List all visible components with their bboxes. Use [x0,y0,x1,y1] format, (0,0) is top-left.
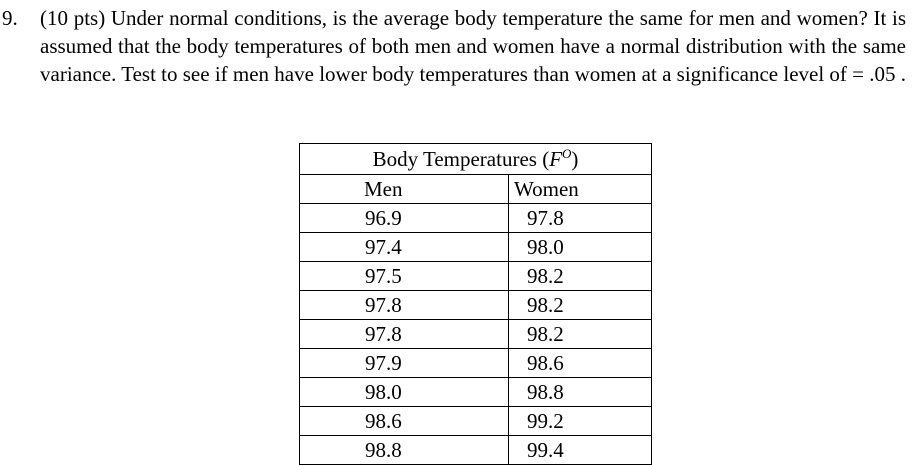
women-value-text: 98.8 [527,380,564,404]
men-value: 97.8 [300,320,509,349]
women-value [509,436,652,465]
women-value [509,378,652,407]
women-value [509,262,652,291]
column-header-women-label: Women [514,177,579,201]
men-value: 97.9 [300,349,509,378]
table-row [300,349,652,378]
women-value-text: 99.4 [527,438,564,462]
caption-symbol: F [549,147,563,171]
women-value-text: 99.2 [527,409,564,433]
men-value: 98.8 [300,436,509,465]
men-value: 98.0 [300,378,509,407]
table-row [300,436,652,465]
women-value-text: 98.2 [527,322,564,346]
problem-text: (10 pts) Under normal conditions, is the average body temperature the same for men and women? It is assumed that the body temperatures of both men and women have a normal distribution with the same variance. Test to see if men have lower body temperatures than women at a significance level of = .05 . [40,6,907,86]
table-row [300,320,652,349]
table-caption [300,144,652,175]
men-value: 98.6 [300,407,509,436]
column-header-women [509,175,652,204]
table-row [300,233,652,262]
men-value: 97.5 [300,262,509,291]
caption-superscript: O [562,146,572,161]
men-value: 97.4 [300,233,509,262]
men-value: 96.9 [300,204,509,233]
column-header-men: Men [300,175,509,204]
table-row [300,204,652,233]
table-row [300,407,652,436]
table-row [300,262,652,291]
women-value-text: 97.8 [527,206,564,230]
men-value: 97.8 [300,291,509,320]
women-value [509,291,652,320]
women-value-text: 98.6 [527,351,564,375]
women-value [509,233,652,262]
problem-number: 9. [2,6,18,30]
women-value [509,407,652,436]
women-value-text: 98.2 [527,293,564,317]
women-value [509,320,652,349]
table-row [300,378,652,407]
table-header-row [300,175,652,204]
women-value-text: 98.2 [527,264,564,288]
table-caption-row [300,144,652,175]
women-value-text: 98.0 [527,235,564,259]
women-value [509,349,652,378]
table-row [300,291,652,320]
caption-suffix: ) [571,147,579,171]
women-value [509,204,652,233]
body-temperature-table [299,143,652,465]
caption-prefix: Body Temperatures ( [372,147,550,171]
